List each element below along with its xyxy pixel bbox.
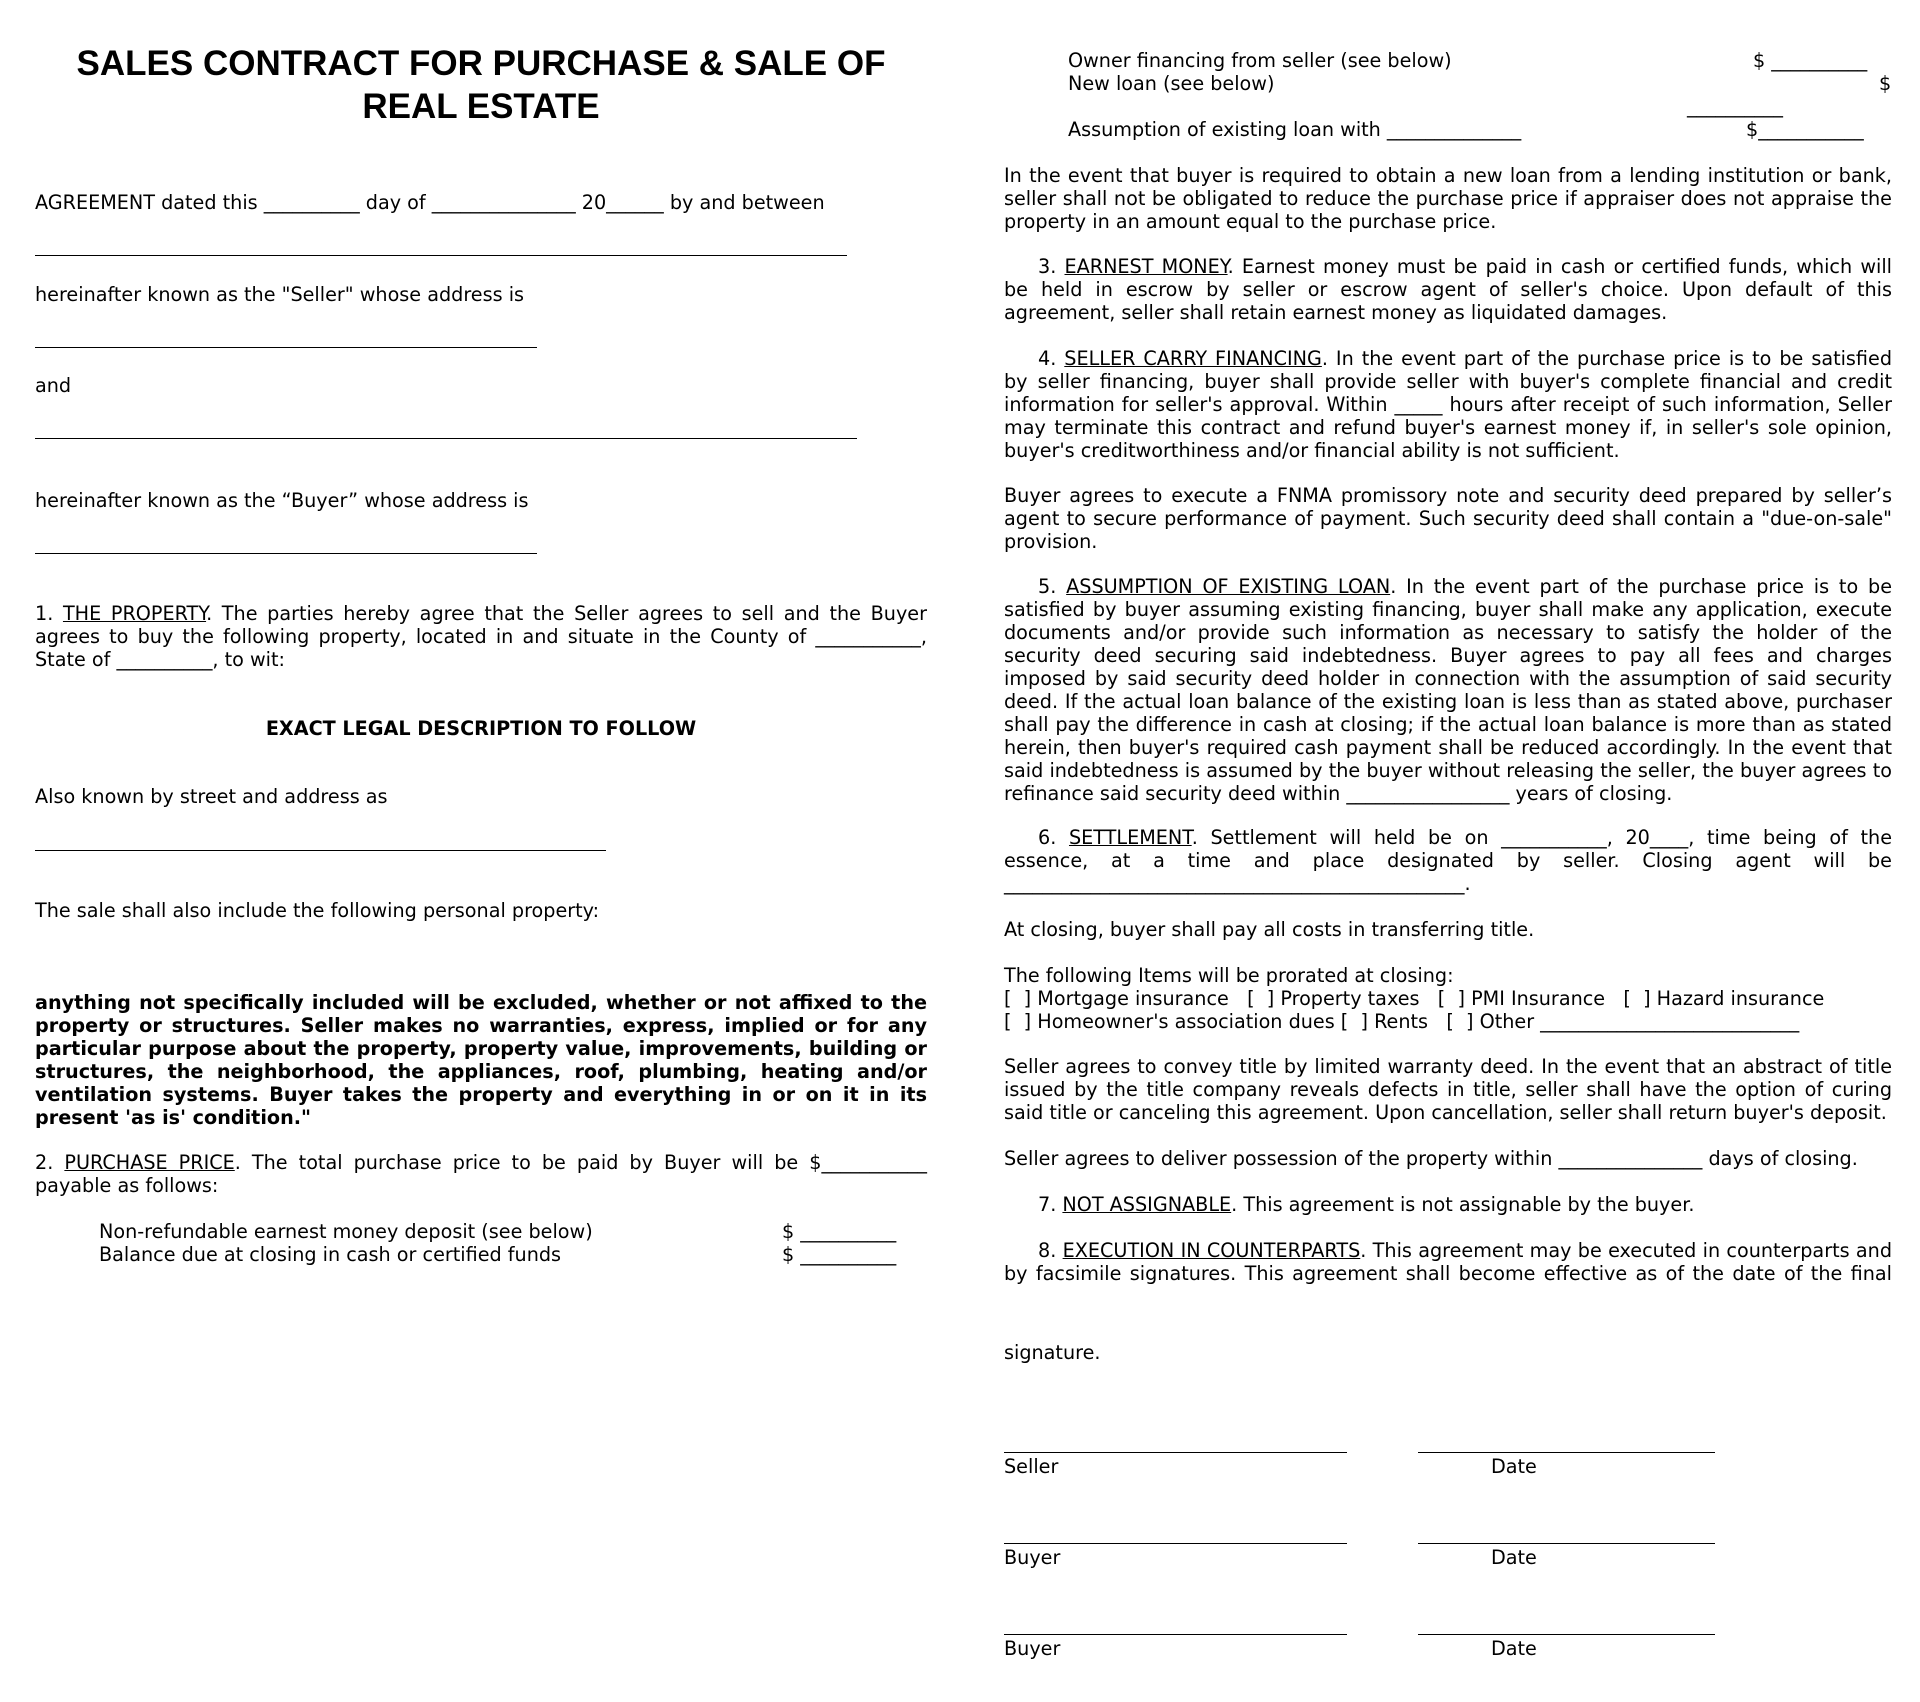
counterparts-number: 8. (1038, 1239, 1063, 1262)
title-line-2: REAL ESTATE (362, 87, 600, 126)
buyer-1-date-line[interactable] (1418, 1543, 1715, 1544)
assumption-clause (1004, 575, 1892, 805)
street-address-blank (35, 850, 606, 851)
property-clause (35, 602, 927, 671)
buyer-2-signature-line[interactable] (1004, 1634, 1347, 1635)
warranty-deed-paragraph: Seller agrees to convey title by limited warranty deed. In the event that an abstract of title issued by the title company reveals defects in title, seller shall have the option of curing said title or canceling this agreement. Upon cancellation, seller shall return buyer's deposit. (1004, 1055, 1892, 1124)
appraisal-paragraph: In the event that buyer is required to obtain a new loan from a lending institution or bank, seller shall not be obligated to reduce the purchase price if appraiser does not appraise the property in an amount equal to the purchase price. (1004, 164, 1892, 233)
legal-description-heading: EXACT LEGAL DESCRIPTION TO FOLLOW (265, 717, 697, 740)
purchase-price-text: . The total purchase price to be paid by Buyer will be $___________ payable as follows: (35, 1151, 927, 1197)
buyer-1-date-label: Date (1491, 1546, 1537, 1569)
fnma-paragraph: Buyer agrees to execute a FNMA promissory note and security deed prepared by seller’s agent to secure performance of payment. Such security deed shall contain a "due-on-sale" provision. (1004, 484, 1892, 553)
seller-address-label: hereinafter known as the "Seller" whose address is (35, 283, 525, 306)
owner-financing-amount: $ __________ (1753, 49, 1868, 72)
buyer-2-date-line[interactable] (1418, 1634, 1715, 1635)
property-text: . The parties hereby agree that the Seller agrees to sell and the Buyer agrees to buy the following property, located in and situate in the County of ___________, State of __________, to wit: (35, 602, 927, 671)
assumption-heading: ASSUMPTION OF EXISTING LOAN (1066, 575, 1391, 598)
settlement-heading: SETTLEMENT (1068, 826, 1192, 849)
new-loan-label: New loan (see below) (1068, 72, 1275, 95)
seller-date-label: Date (1491, 1455, 1537, 1478)
possession-paragraph: Seller agrees to deliver possession of the property within _______________ days of closing. (1004, 1147, 1858, 1170)
balance-due-amount: $ __________ (782, 1243, 897, 1266)
closing-costs-text: At closing, buyer shall pay all costs in transferring title. (1004, 918, 1535, 941)
prorated-options-row-2: [ ] Homeowner's association dues [ ] Rents [ ] Other ___________________________ (1004, 1010, 1800, 1033)
seller-financing-heading: SELLER CARRY FINANCING (1064, 347, 1322, 370)
as-is-clause: anything not specifically included will be excluded, whether or not affixed to the property or structures. Seller makes no warranties, express, implied or for any particular purpose about the property, property value, improvements, building or structures, the neighborhood, the appliances, roof, plumbing, heating and/or ventilation systems. Buyer takes the property and everything in or on it in its present 'as is' condition." (35, 991, 927, 1129)
settlement-number: 6. (1038, 826, 1069, 849)
seller-financing-number: 4. (1038, 347, 1065, 370)
counterparts-heading: EXECUTION IN COUNTERPARTS (1062, 1239, 1361, 1262)
signature-word: signature. (1004, 1341, 1101, 1364)
buyer-address-label: hereinafter known as the “Buyer” whose address is (35, 489, 529, 512)
property-number: 1. (35, 602, 63, 625)
purchase-price-number: 2. (35, 1151, 65, 1174)
new-loan-blank: __________ (1687, 95, 1783, 118)
prorated-options-row-1: [ ] Mortgage insurance [ ] Property taxes [ ] PMI Insurance [ ] Hazard insurance (1004, 987, 1825, 1010)
title-line-1: SALES CONTRACT FOR PURCHASE & SALE OF (76, 44, 886, 83)
assumption-text: . In the event part of the purchase price is to be satisfied by buyer assuming existing financing, buyer shall make any application, execute documents and/or provide such information as necessary to satisfy the holder of the security deed securing said indebtedness. Buyer agrees to pay all fees and charges imposed by said security deed holder in connection with the assumption of said security deed. If the actual loan balance of the existing loan is less than as stated above, purchaser shall pay the difference in cash at closing; if the actual loan balance is more than as stated herein, then buyer's required cash payment shall be reduced accordingly. In the event that said indebtedness is assumed by the buyer without releasing the seller, the buyer agrees to refinance said security deed within _________________ years of closing. (1004, 575, 1893, 805)
counterparts-clause (1004, 1239, 1892, 1285)
settlement-clause (1004, 826, 1892, 895)
assumption-amount: $___________ (1746, 118, 1864, 141)
earnest-deposit-amount: $ __________ (782, 1220, 897, 1243)
earnest-money-text: . Earnest money must be paid in cash or certified funds, which will be held in escrow by seller or escrow agent of seller's choice. Upon default of this agreement, seller shall retain earnest money as liquidated damages. (1004, 255, 1893, 324)
purchase-price-clause (35, 1151, 927, 1197)
assumption-label: Assumption of existing loan with ______________ (1068, 118, 1522, 141)
seller-signature-line[interactable] (1004, 1452, 1347, 1453)
earnest-money-clause (1004, 255, 1892, 324)
prorated-label: The following Items will be prorated at closing: (1004, 964, 1454, 987)
party-name-blank-1 (35, 255, 847, 256)
street-address-label: Also known by street and address as (35, 785, 388, 808)
buyer-1-signature-label: Buyer (1004, 1546, 1061, 1569)
not-assignable-clause (1004, 1193, 1694, 1216)
counterparts-text: . This agreement may be executed in counterparts and by facsimile signatures. This agreement shall become effective as of the date of the final (1004, 1239, 1892, 1285)
owner-financing-label: Owner financing from seller (see below) (1068, 49, 1452, 72)
personal-property-label: The sale shall also include the following personal property: (35, 899, 600, 922)
buyer-address-blank (35, 553, 537, 554)
seller-date-line[interactable] (1418, 1452, 1715, 1453)
property-heading: THE PROPERTY (62, 602, 207, 625)
balance-due-label: Balance due at closing in cash or certified funds (99, 1243, 562, 1266)
new-loan-amount: $ (1879, 72, 1892, 95)
settlement-text: . Settlement will held be on ___________, 20____, time being of the essence, at a time and place designated by seller. Closing agent will be ________________________________________________. (1004, 826, 1893, 895)
buyer-2-date-label: Date (1491, 1637, 1537, 1660)
assumption-number: 5. (1038, 575, 1067, 598)
party-name-blank-2 (35, 438, 857, 439)
seller-address-blank (35, 347, 537, 348)
earnest-money-number: 3. (1038, 255, 1065, 278)
not-assignable-heading: NOT ASSIGNABLE (1062, 1193, 1232, 1216)
seller-financing-clause (1004, 347, 1892, 462)
not-assignable-number: 7. (1038, 1193, 1063, 1216)
buyer-2-signature-label: Buyer (1004, 1637, 1061, 1660)
seller-financing-text: . In the event part of the purchase price is to be satisfied by seller financing, buyer shall provide seller with buyer's complete financial and credit information for seller's approval. Within _____ hours after receipt of such information, Seller may terminate this contract and refund buyer's earnest money if, in seller's sole opinion, buyer's creditworthiness and/or financial ability is not sufficient. (1004, 347, 1892, 462)
buyer-1-signature-line[interactable] (1004, 1543, 1347, 1544)
earnest-deposit-label: Non-refundable earnest money deposit (see below) (99, 1220, 593, 1243)
agreement-date-line: AGREEMENT dated this __________ day of _______________ 20______ by and between (35, 191, 825, 214)
seller-signature-label: Seller (1004, 1455, 1059, 1478)
earnest-money-heading: EARNEST MONEY (1064, 255, 1228, 278)
document-title (35, 42, 927, 128)
and-label: and (35, 374, 72, 397)
purchase-price-heading: PURCHASE PRICE (64, 1151, 235, 1174)
not-assignable-text: . This agreement is not assignable by the buyer. (1231, 1193, 1695, 1216)
